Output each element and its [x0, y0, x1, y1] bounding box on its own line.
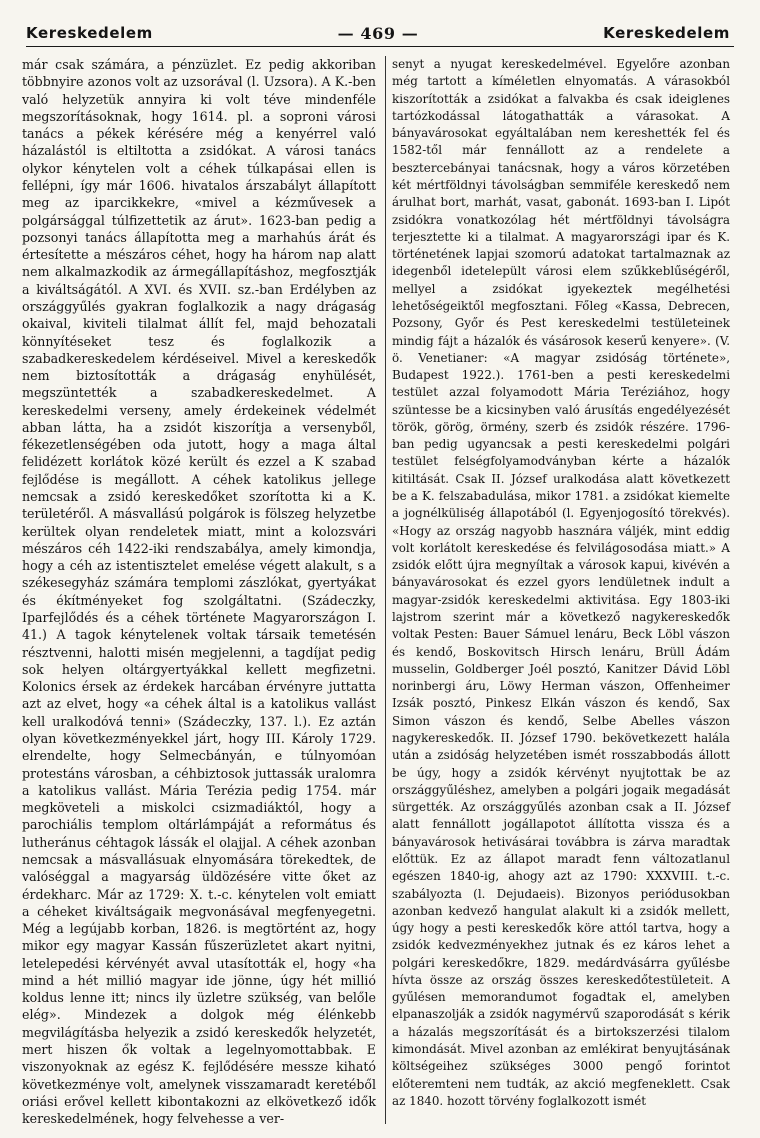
- right-column-text: senyt a nyugat kereskedelmével. Egyelőre azonban még tartott a kíméletlen elnyomatás. A várasokból kiszorították a zsidókat a falvakba és csak ideiglenes tartózkodással látogathatták a várasokat. A bányavárosokat egyáltalában nem kereshették fel és 1582-től már fennállott az a rendelete a besztercebányai tanácsnak, hogy a város körzetében két mértföldnyi távolságban semmiféle kereskedő nem árulhat bort, marhát, vasat, gabonát. 1693-ban I. Lipót zsidókra vonatkozólag hét mértföldnyi távolságra terjesztette ki a tilalmat. A magyarországi ipar és K. történetének lapjai szomorú adatokat tartalmaznak az idegenből idetelepült városi elem szűkkeblűségéről, mellyel a zsidókat igyekeztek megélhetési lehetőségeiktől megfosztani. Főleg «Kassa, Debrecen, Pozsony, Győr és Pest kereskedelmi testületeinek mindig fájt a házalók és vásárosok keserű kenyere». (V. ö. Venetianer: «A magyar zsidóság története», Budapest 1922.). 1761-ben a pesti kereskedelmi testület azzal folyamodott Mária Teréziához, hogy szüntesse be a kicsinyben való árusítás engedélyezését török, görög, örmény, szerb és zsidók részére. 1796-ban pedig ugyancsak a pesti kereskedelmi polgári testület felségfolyamodványban kérte a házalók kitiltását. Csak II. József uralkodása alatt következett be a K. felszabadulása, mikor 1781. a zsidókat kiemelte a jognélküliség állapotából (l. Egyenjogosító törekvés). «Hogy az ország nagyobb hasznára váljék, mint eddig volt korlátolt kereskedése és felvilágosodása miatt.» A zsidók előtt újra megnyíltak a városok kapui, kivévén a bányavárosokat és ezzel gyors lendületnek indult a magyar-zsidók kereskedelmi aktivitása. Egy 1803-iki lajstrom szerint már a következő nagykereskedők voltak Pesten: Bauer Sámuel lenáru, Beck Löbl vászon és kendő, Boskovitsch Hirsch lenáru, Brüll Ádám musselin, Goldberger Joél posztó, Kanitzer Dávid Löbl norinbergi áru, Löwy Herman vászon, Offenheimer Izsák posztó, Pinkesz Elkán vászon és kendő, Sax Simon vászon és kendő, Selbe Abelles vászon nagykereskedők. II. József 1790. bekövetkezett halála után a zsidóság helyzetében ismét rosszabbodás állott be úgy, hogy a zsidók kérvényt nyujtottak be az országgyűléshez, amelyben a polgári jogaik megadását sürgették. Az országgyűlés azonban csak a II. József alatt fennállott jogállapotot állította vissza és a bányavárosok hetivásárai továbbra is zárva maradtak előttük. Ez az állapot maradt fenn változatlanul egészen 1840-ig, ahogy azt az 1790: XXXVIII. t.-c. szabályozta (l. Dejudaeis). Bizonyos periódusokban azonban kedvező hangulat alakult ki a zsidók mellett, úgy hogy a pesti kereskedők köre attól tartva, hogy a zsidók kedvezményekhez jutnak és ez káros lehet a polgári kereskedőkre, 1829. medárdvásárra gyűlésbe hívta össze az ország összes kereskedőtestületeit. A gyűlésen memorandumot fogadtak el, amelyben elpanaszolják a zsidók nagymérvű szaporodását s kérik a házalás megszorítását és a birtokszerzési tilalom kimondását. Mivel azonban az emlékirat benyujtásának költségeihez szükséges 3000 pengő forintot előteremteni nem tudták, az akció megfeneklett. Csak az 1840. hozott törvény foglalkozott ismét: [392, 57, 730, 1108]
- page-number: — 469 —: [337, 23, 419, 43]
- header-left-title: Kereskedelem: [26, 24, 153, 42]
- left-column: [22, 56, 376, 1127]
- header-right-title: Kereskedelem: [603, 24, 730, 42]
- right-column: [392, 56, 730, 1110]
- header-rule: [26, 46, 734, 47]
- column-divider: [385, 56, 386, 1124]
- left-column-text: már csak számára, a pénzüzlet. Ez pedig akkoriban többnyire azonos volt az uzsorával (l. Uzsora). A K.-ben való helyzetük annyira ki volt téve mindenféle megszorításoknak, hogy 1614. pl. a soproni városi tanács a pékek kérésére még a kenyérrel való házalástól is eltiltotta a zsidókat. A városi tanács olykor kénytelen volt a céhek túlkapásai ellen is fellépni, így már 1606. hivatalos árszabályt állapított meg az iparcikkekre, «mivel a kézművesek a polgársággal túlfizettetik az árut». 1623-ban pedig a pozsonyi tanács állapította meg a marhahús árát és értesítette a mészáros céhet, hogy ha három nap alatt nem alkalmazkodik az ármegállapításhoz, megfosztják a kiváltságától. A XVI. és XVII. sz.-ban Erdélyben az országgyűlés gyakran foglalkozik a nagy drágaság okaival, kiviteli tilalmat állít fel, majd behozatali könnyítéseket tesz és foglalkozik a szabadkereskedelem kérdéseivel. Mivel a kereskedők nem biztosították a drágaság enyhülését, megszüntették a szabadkereskedelmet. A kereskedelmi verseny, amely érdekeinek védelmét abban látta, ha a zsidót kiszorítja a versenyből, fékezetlenségében oda jutott, hogy a maga által felidézett korlátok közé került és ezzel a K szabad fejlődése is megállott. A céhek katolikus jellege nemcsak a zsidó kereskedőket szorította ki a K. területéről. A másvallású polgárok is fölszeg helyzetbe kerültek olyan rendeletek miatt, mint a kolozsvári mészáros céh 1422-iki rendszabálya, amely kimondja, hogy a céh az istentisztelet emelése végett alakult, s a székesegyház számára templomi zászlókat, gyertyákat és ékítményeket fog szolgáltatni. (Szádeczky, Iparfejlődés és a céhek története Magyarországon I. 41.) A tagok kénytelenek voltak társaik temetésén résztvenni, halotti misén megjelenni, a tagdíjat pedig sok helyen oltárgyertyákkal kellett megfizetni. Kolonics érsek az érdekek harcában érvényre juttatta azt az elvet, hogy «a céhek által is a katolikus vallást kell uralkodóvá tenni» (Szádeczky, 137. l.). Ez aztán olyan következményekkel járt, hogy III. Károly 1729. elrendelte, hogy Selmecbányán, e túlnyomóan protestáns városban, a céhbiztosok juttassák uralomra a katolikus vallást. Mária Terézia pedig 1754. már megköveteli a miskolci csizmadiáktól, hogy a parochiális templom oltárlámpáját a református és lutheránus céhtagok lássák el olajjal. A céhek azonban nemcsak a másvallásuak elnyomására törekedtek, de valóséggal a magyarság üldözésére vitte őket az érdekharc. Már az 1729: X. t.-c. kénytelen volt emiatt a céheket kiváltságaik megvonásával megfenyegetni. Még a legújabb korban, 1826. is megtörtént az, hogy mikor egy magyar Kassán fűszerüzletet akart nyitni, letelepedési kérvényét avval utasították el, hogy «ha mind a hét millió magyar ide jönne, úgy hét millió koldus lenne itt; nincs ily üzletre szükség, van belőle elég». Mindezek a dolgok még élénkebb megvilágításba helyezik a zsidó kereskedők helyzetét, mert hiszen ők voltak a legelnyomottabbak. E viszonyoknak az egész K. fejlődésére messze kiható következménye volt, amelynek visszamaradt keretéből oriási erővel kellett kibontakozni az elkövetkező idők kereskedelmének, hogy felvehesse a ver-: [22, 57, 376, 1127]
- running-header: [26, 20, 730, 46]
